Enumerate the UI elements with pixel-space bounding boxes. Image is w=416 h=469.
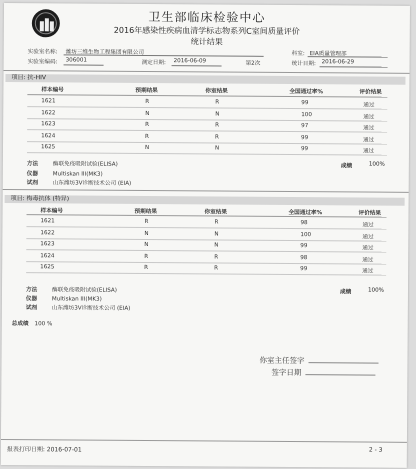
instrument-row: 仪器 Multiskan III(MK3) — [25, 296, 102, 303]
col-evaluation: 评价结果 — [359, 89, 382, 96]
report-subtitle-stats: 统计结果 — [190, 37, 223, 47]
cell-expected: N — [144, 242, 149, 249]
cell-expected: R — [145, 133, 149, 140]
score-label: 成绩 — [339, 289, 352, 296]
cell-expected: R — [144, 253, 149, 260]
col-national: 全国通过率% — [289, 88, 323, 96]
col-evaluation: 评价结果 — [358, 210, 381, 217]
cell-sample: 1625 — [40, 144, 56, 151]
cell-eval: 通过 — [362, 245, 374, 252]
cell-eval: 通过 — [363, 137, 375, 144]
cell-rate: 98 — [300, 220, 308, 227]
lab-code-label: 实验室编码: — [27, 59, 58, 66]
cell-sample: 1622 — [40, 229, 55, 236]
dept-value: EIA质量管理部 — [309, 51, 347, 58]
col-sample: 样本编号 — [40, 208, 63, 215]
cell-yours: R — [215, 134, 219, 141]
cell-rate: 99 — [300, 266, 308, 273]
stat-date-label: 统计日期: — [291, 61, 316, 68]
cell-rate: 99 — [301, 134, 309, 141]
cell-eval: 通过 — [363, 125, 375, 132]
lab-name-label: 实验室名称: — [27, 49, 58, 56]
cell-expected: R — [144, 265, 149, 272]
section-title-hiv: 项目: 抗-HIV — [5, 74, 405, 85]
score-value: 100% — [367, 287, 385, 294]
cell-yours: R — [214, 265, 219, 272]
col-yours: 你室结果 — [204, 209, 227, 216]
section-divider — [3, 189, 409, 193]
score-label: 成绩 — [340, 163, 353, 170]
lab-name: 潍坊三维生物工程集团有限公司 — [65, 49, 145, 56]
director-signature: 你室主任签字 — [259, 355, 378, 367]
cell-yours: N — [214, 145, 220, 152]
cell-expected: R — [145, 122, 150, 129]
section-title-syphilis: 项目: 梅毒抗体 (特异) — [5, 195, 405, 206]
cell-sample: 1625 — [40, 264, 55, 271]
print-date: 报表打印日期: 2016-07-01 — [6, 446, 82, 454]
cell-yours: R — [214, 219, 219, 226]
col-national: 全国通过率% — [288, 209, 323, 217]
col-sample: 样本编号 — [41, 87, 64, 94]
col-expected: 预期结果 — [134, 208, 157, 216]
header-divider — [4, 70, 410, 74]
cell-expected: N — [145, 110, 150, 117]
footer-divider — [1, 439, 407, 443]
dept-label: 科室: — [291, 51, 305, 58]
cell-yours: N — [215, 111, 220, 118]
cell-rate: 99 — [300, 146, 309, 153]
row-rule — [27, 153, 387, 157]
reagent-row: 试剂 山东潍坊3V诊断技术公司 (EIA) — [25, 305, 131, 312]
report-title: 卫生部临床检验中心 — [148, 10, 266, 25]
cell-sample: 1623 — [40, 241, 55, 248]
cell-yours: R — [215, 99, 220, 106]
row-rule — [26, 273, 386, 277]
cell-eval: 通过 — [362, 257, 374, 264]
test-date-label: 测定日期: — [141, 59, 166, 67]
cell-eval: 通过 — [363, 102, 375, 109]
report-sheet — [1, 3, 410, 468]
reagent-row: 试剂 山东潍坊3V诊断技术公司 (EIA) — [26, 180, 132, 187]
cell-yours: R — [215, 122, 220, 129]
table-row — [3, 142, 409, 156]
signature-date: 签字日期 — [271, 367, 375, 379]
cell-eval: 通过 — [362, 148, 375, 155]
col-expected: 预期结果 — [135, 87, 158, 95]
cell-yours: N — [214, 231, 219, 238]
method-row: 方法 酶联免疫吸附试验(ELISA) — [26, 161, 118, 168]
cell-rate: 98 — [300, 254, 308, 261]
cell-expected: R — [145, 98, 150, 106]
cell-sample: 1621 — [40, 218, 55, 225]
cell-yours: N — [214, 242, 219, 249]
cell-expected: R — [144, 218, 149, 226]
test-date: 2016-06-09 — [173, 58, 207, 65]
cell-sample: 1621 — [41, 98, 56, 105]
cell-eval: 通过 — [362, 268, 374, 275]
cell-expected: N — [144, 145, 150, 152]
cell-rate: 97 — [301, 123, 309, 130]
stat-date: 2016-06-29 — [321, 59, 355, 66]
cell-rate: 99 — [300, 243, 308, 250]
score-value: 100% — [368, 161, 385, 168]
cell-expected: N — [144, 230, 149, 237]
cell-rate: 100 — [300, 231, 312, 238]
table-row — [2, 262, 408, 276]
cell-sample: 1622 — [41, 109, 56, 116]
report-subtitle: 2016年感染性疾病血清学标志物系列C室间质量评价 — [113, 25, 300, 37]
cell-eval: 通过 — [362, 234, 374, 241]
cell-eval: 通过 — [363, 114, 375, 121]
cell-rate: 100 — [301, 111, 312, 118]
instrument-row: 仪器 Multiskan III(MK3) — [26, 171, 103, 178]
cell-sample: 1623 — [41, 121, 56, 128]
cell-eval: 通过 — [362, 222, 374, 229]
page-number: 2 - 3 — [368, 446, 383, 454]
method-row: 方法 酶联免疫吸附试验(ELISA) — [25, 287, 117, 294]
cell-rate: 99 — [301, 100, 309, 107]
total-score: 总成绩 100 % — [11, 321, 53, 328]
cell-sample: 1624 — [40, 253, 55, 260]
cell-yours: R — [214, 254, 219, 261]
round-number: 第2次 — [245, 60, 261, 67]
cell-sample: 1624 — [41, 133, 56, 140]
lab-code: 306001 — [65, 57, 87, 64]
col-yours: 你室结果 — [205, 88, 228, 95]
